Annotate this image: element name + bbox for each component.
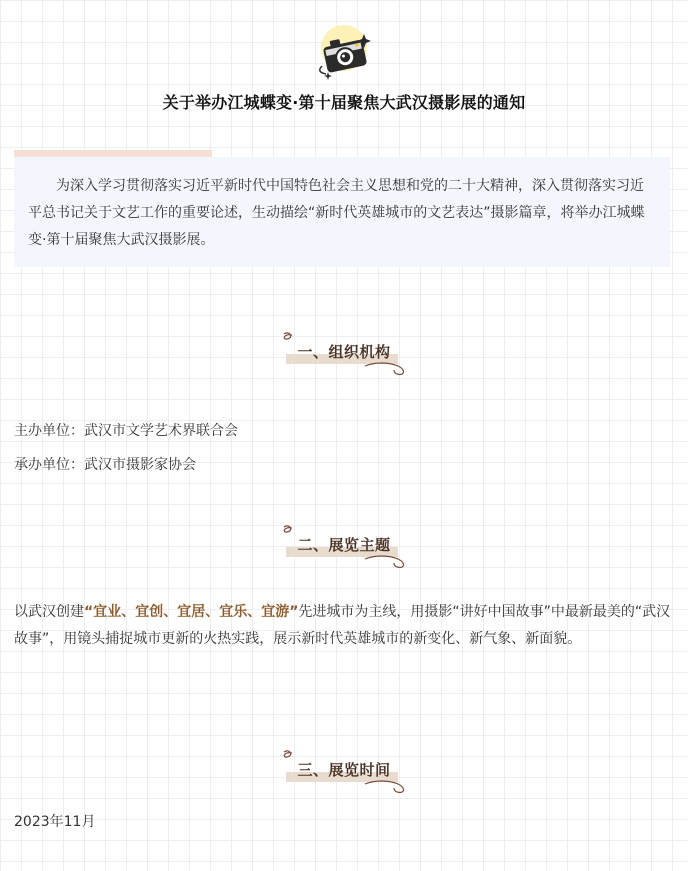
co-organizer-line: 承办单位：武汉市摄影家协会 [14, 457, 196, 473]
theme-highlight: “宜业、宜创、宜居、宜乐、宜游” [84, 604, 299, 620]
intro-accent-bar [14, 150, 212, 157]
section-heading-text: 三、展览时间 [297, 761, 391, 779]
page-title: 关于举办江城蝶变·第十届聚焦大武汉摄影展的通知 [162, 93, 526, 112]
organizer-line: 主办单位：武汉市文学艺术界联合会 [14, 423, 238, 439]
theme-text-after: 先进城市为主线，用摄影“讲好中国故事”中最新最美的“武汉故事”，用镜头捕捉城市更新的火热实践，展示新时代英雄城市的新变化、新气象、新面貌。 [14, 604, 671, 647]
section-heading-theme [0, 523, 688, 573]
section-heading-text: 二、展览主题 [297, 536, 391, 554]
section-heading-time [0, 748, 688, 798]
theme-paragraph [14, 599, 674, 653]
theme-text-before: 以武汉创建 [14, 604, 84, 620]
section-heading-organization [0, 330, 688, 380]
section-heading-text: 一、组织机构 [297, 343, 391, 361]
exhibition-date: 2023年11月 [14, 814, 96, 830]
camera-icon [314, 22, 378, 82]
intro-box [14, 157, 670, 267]
intro-text: 为深入学习贯彻落实习近平新时代中国特色社会主义思想和党的二十大精神，深入贯彻落实习近平总书记关于文艺工作的重要论述，生动描绘“新时代英雄城市的文艺表达”摄影篇章，将举办江城蝶变·第十届聚焦大武汉摄影展。 [28, 178, 645, 248]
